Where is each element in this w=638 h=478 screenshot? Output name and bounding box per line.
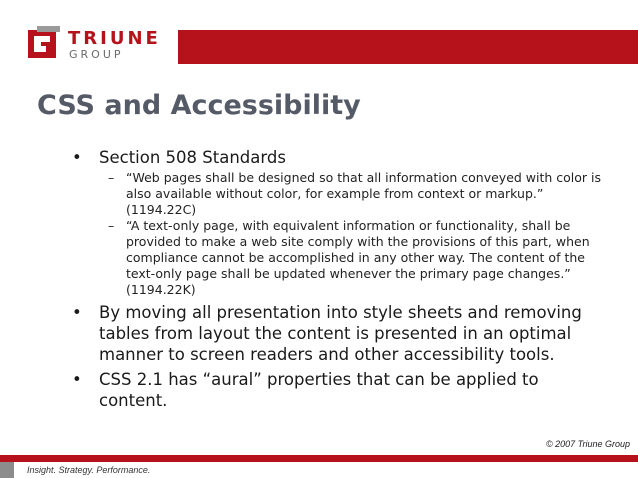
slide-body: [72, 147, 612, 411]
bullet-icon: •: [72, 148, 82, 167]
sub-bullet-text: “Web pages shall be designed so that all information conveyed with color is also available without color, for example from context or markup.” (1194.22C): [126, 170, 602, 217]
dash-icon: –: [108, 170, 115, 185]
footer-band: [0, 455, 638, 462]
copyright-notice: © 2007 Triune Group: [545, 439, 630, 449]
bullet-icon: •: [72, 370, 82, 389]
sub-bullet-item: [72, 170, 612, 218]
header-band: [178, 30, 638, 64]
logo-name: TRIUNE: [68, 28, 161, 49]
slide-title: CSS and Accessibility: [37, 90, 361, 121]
logo-subname: GROUP: [69, 48, 124, 61]
bullet-item: [72, 369, 612, 411]
bullet-text: CSS 2.1 has “aural” properties that can be applied to content.: [99, 370, 539, 410]
sub-bullet-text: “A text-only page, with equivalent information or functionality, shall be provided to make a web site comply with the provisions of this part, when compliance cannot be accomplished in any other way. The content of the text-only page shall be updated whenever the primary page changes.” (1194.22K): [126, 218, 590, 297]
triune-logo: [28, 26, 168, 66]
footer-gray-block: [0, 462, 14, 478]
triune-logo-mark-icon: [28, 26, 60, 58]
dash-icon: –: [108, 218, 115, 233]
bullet-text: By moving all presentation into style sheets and removing tables from layout the content is presented in an optimal manner to screen readers and other accessibility tools.: [99, 303, 582, 364]
footer-tagline: Insight. Strategy. Performance.: [27, 465, 151, 475]
bullet-icon: •: [72, 303, 82, 322]
bullet-item: [72, 147, 612, 168]
bullet-item: [72, 302, 612, 365]
sub-bullet-item: [72, 218, 612, 298]
bullet-text: Section 508 Standards: [99, 148, 286, 167]
